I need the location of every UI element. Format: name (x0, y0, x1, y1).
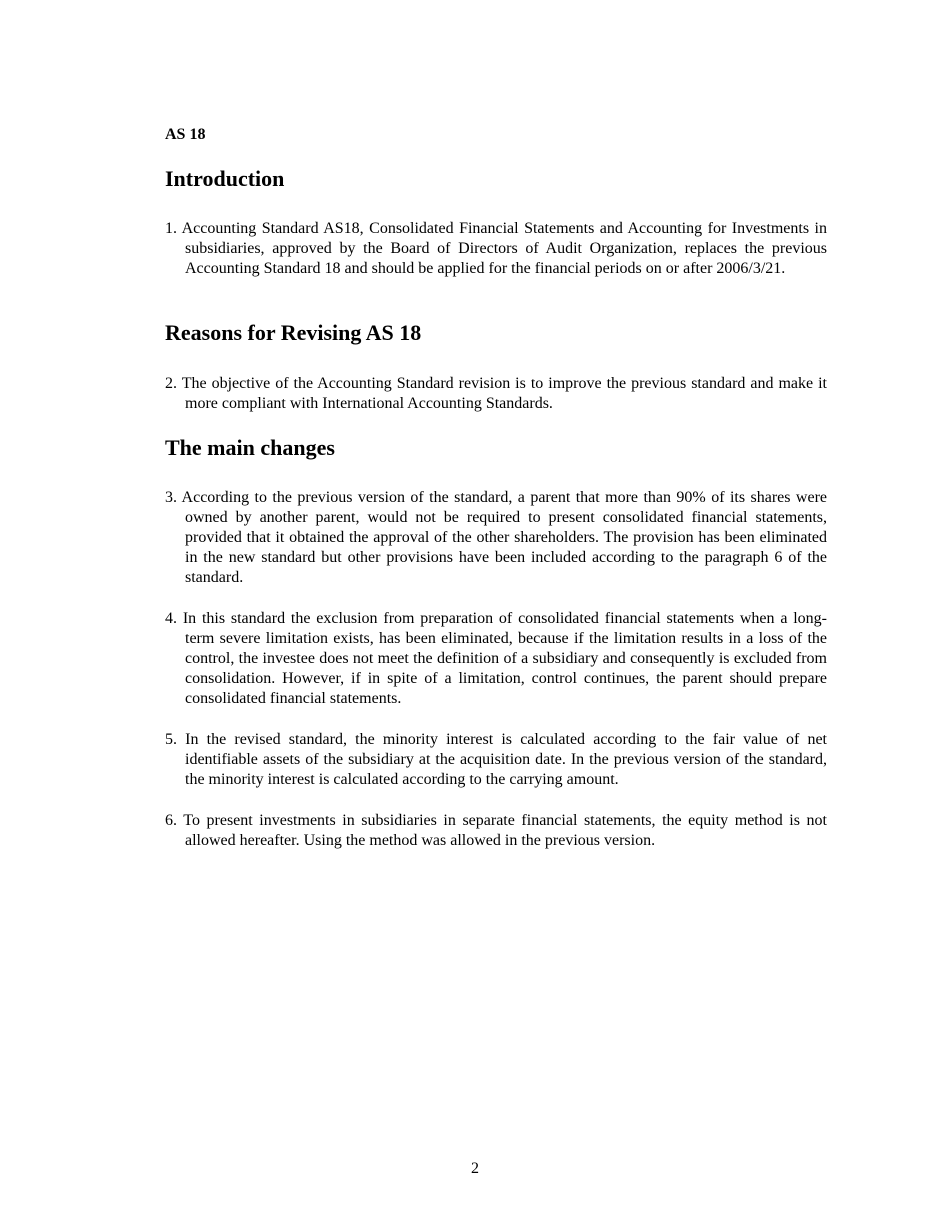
page-number: 2 (471, 1160, 479, 1177)
section-heading-introduction: Introduction (165, 166, 285, 191)
paragraph-number: 5. (165, 731, 177, 748)
paragraph-5 (165, 730, 827, 790)
paragraph-6 (165, 811, 827, 851)
paragraph-text: The objective of the Accounting Standard revision is to improve the previous standard and make it more compliant with International Accounting Standards. (181, 375, 827, 412)
paragraph-number: 6. (165, 812, 177, 829)
paragraph-1 (165, 219, 827, 279)
section-heading-reasons: Reasons for Revising AS 18 (165, 320, 422, 345)
paragraph-text: To present investments in subsidiaries in separate financial statements, the equity method is not allowed hereafter. Using the method was allowed in the previous version. (183, 812, 827, 849)
paragraph-3 (165, 488, 827, 588)
section-heading-main-changes: The main changes (165, 435, 335, 460)
paragraph-number: 2. (165, 375, 177, 392)
paragraph-number: 4. (165, 610, 177, 627)
paragraph-number: 3. (165, 489, 177, 506)
paragraph-2 (165, 374, 827, 414)
paragraph-text: In this standard the exclusion from preparation of consolidated financial statements when a long-term severe limitation exists, has been eliminated, because if the limitation results in a loss of the control, the investee does not meet the definition of a subsidiary and consequently is excluded from consolidation. However, if in spite of a limitation, control continues, the parent should prepare consolidated financial statements. (182, 610, 828, 707)
document-label: AS 18 (165, 126, 206, 143)
paragraph-number: 1. (165, 220, 177, 237)
paragraph-4 (165, 609, 827, 709)
paragraph-text: According to the previous version of the standard, a parent that more than 90% of its shares were owned by another parent, would not be required to present consolidated financial statements, provided that it obtained the approval of the other shareholders. The provision has been eliminated in the new standard but other provisions have been included according to the paragraph 6 of the standard. (181, 489, 827, 586)
paragraph-text: Accounting Standard AS18, Consolidated Financial Statements and Accounting for Investments in subsidiaries, approved by the Board of Directors of Audit Organization, replaces the previous Accounting Standard 18 and should be applied for the financial periods on or after 2006/3/21. (181, 220, 827, 277)
paragraph-text: In the revised standard, the minority interest is calculated according to the fair value of net identifiable assets of the subsidiary at the acquisition date. In the previous version of the standard, the minority interest is calculated according to the carrying amount. (185, 731, 828, 788)
